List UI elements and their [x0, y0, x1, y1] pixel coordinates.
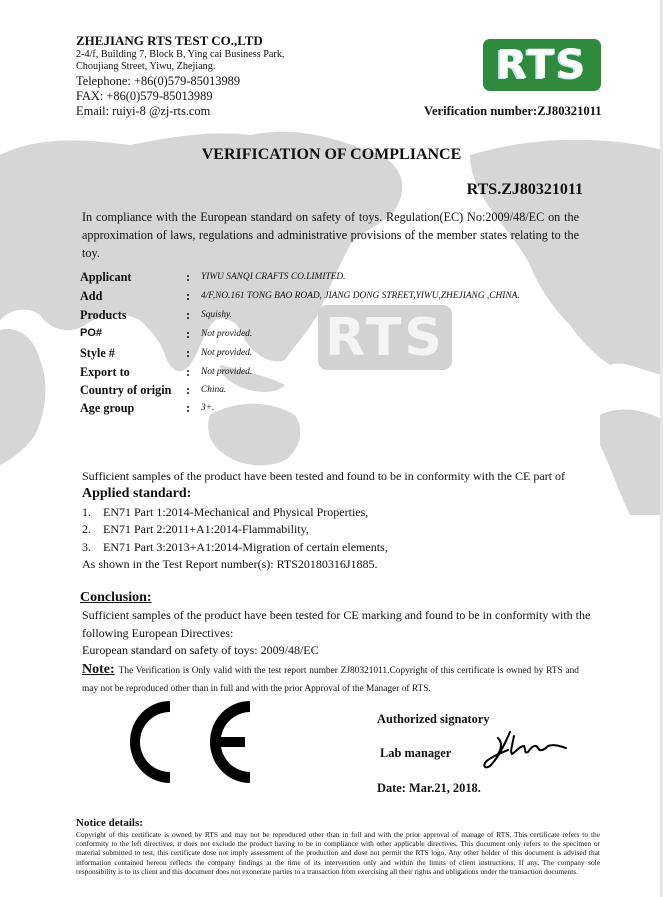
ce-letter-e — [210, 701, 250, 783]
company-email: Email: ruiyi-8 @zj-rts.com — [76, 104, 211, 118]
field-separator: : — [186, 401, 191, 415]
certificate-number: RTS.ZJ80321011 — [466, 181, 583, 198]
signature-date: Date: Mar.21, 2018. — [377, 781, 481, 795]
note-paragraph — [82, 661, 579, 698]
company-telephone: Telephone: +86(0)579-85013989 — [76, 74, 241, 88]
field-export-to — [80, 365, 600, 383]
field-age-group — [80, 401, 600, 419]
field-value: Squishy. — [201, 310, 232, 320]
field-separator: : — [186, 308, 191, 322]
field-value: YIWU SANQI CRAFTS CO.LIMITED. — [201, 272, 346, 282]
field-country-of-origin — [80, 383, 600, 401]
conformity-statement: Sufficient samples of the product have been tested and found to be in conformity with the CE part of — [82, 469, 565, 483]
field-label: Add — [80, 289, 103, 303]
field-label: Applicant — [80, 270, 132, 284]
company-fax: FAX: +86(0)579-85013989 — [76, 89, 213, 103]
item-number: 1. — [82, 505, 91, 519]
field-value: 4/F,NO.161 TONG BAO ROAD, JIANG DONG STREET,YIWU,ZHEJIANG ,CHINA. — [201, 291, 520, 301]
map-africa — [0, 329, 45, 465]
standard-item — [82, 540, 388, 555]
company-name: ZHEJIANG RTS TEST CO.,LTD — [76, 33, 263, 48]
map-south-america — [600, 410, 663, 515]
item-text: EN71 Part 2:2011+A1:2014-Flammability, — [103, 522, 309, 536]
standard-item — [82, 505, 368, 520]
ce-mark-icon — [112, 697, 252, 787]
field-separator: : — [186, 327, 191, 341]
item-text: EN71 Part 1:2014-Mechanical and Physical Properties, — [103, 505, 369, 519]
field-label: Style # — [80, 346, 115, 360]
standard-item — [82, 522, 309, 537]
field-label: Age group — [80, 401, 135, 415]
field-value: China. — [201, 385, 227, 395]
note-text: The Verification is Only valid with the test report number ZJ80321011.Copyright of this certificate is owned by RTS and may not be reproduced other than in full and with the prior Approval of the Manager of RTS. — [82, 666, 579, 694]
notice-heading: Notice details: — [76, 817, 143, 829]
address-line-1: 2-4/f, Building 7, Block B, Ying cai Business Park, — [76, 49, 285, 60]
company-address — [76, 49, 284, 73]
field-po — [80, 327, 600, 345]
handwritten-signature — [480, 728, 568, 772]
field-separator: : — [186, 289, 191, 303]
note-heading: Note: — [82, 662, 115, 677]
notice-text: Copyright of this certificate is owned by RTS and may not be reproduced other than in full and with the prior approval of manage of RTS, This certificate refers to the conformity to the left directives, it does not exclude the product having to be in compliance with other applicable directives, This document only refers to the specimen or material submitted to test, this certificate dose not imply assessment of the production and dose not permit the RTS logo, Any other holder of this document is advised that information contained hereon reflects the company findings at the time of its intervention only and within the limits of client instructions, If any, The company sole responsibility is to its client and this document does not exonerate parties to a transaction from exercising all their rights and obligations under the transaction documents. — [76, 830, 600, 876]
rts-logo: RTS — [483, 39, 601, 91]
field-separator: : — [186, 346, 191, 360]
field-address — [80, 289, 600, 307]
field-applicant — [80, 270, 600, 288]
verification-number: Verification number:ZJ80321011 — [424, 104, 602, 118]
field-separator: : — [186, 270, 191, 284]
item-number: 3. — [82, 540, 91, 554]
document-title: VERIFICATION OF COMPLIANCE — [201, 146, 462, 163]
item-number: 2. — [82, 522, 91, 536]
field-label: Export to — [80, 365, 130, 379]
rts-watermark-logo: RTS — [318, 305, 452, 370]
field-separator: : — [186, 365, 191, 379]
conclusion-line-3: European standard on safety of toys: 2009/48/EC — [82, 643, 319, 657]
field-products — [80, 308, 600, 326]
field-style — [80, 346, 600, 364]
conclusion-heading: Conclusion: — [80, 590, 152, 605]
field-label: Products — [80, 308, 127, 322]
test-report-line: As shown in the Test Report number(s): RTS20180316J1885. — [82, 557, 378, 571]
field-value: Not provided. — [201, 367, 253, 377]
field-separator: : — [186, 383, 191, 397]
applied-standard-heading: Applied standard: — [82, 486, 192, 501]
address-line-2: Choujiang Street, Yiwu, Zhejiang. — [76, 61, 216, 72]
lab-manager-label: Lab manager — [380, 746, 452, 760]
authorized-signatory-heading: Authorized signatory — [377, 712, 490, 726]
field-value: 3+. — [201, 403, 215, 413]
conclusion-line-2: following European Directives: — [82, 626, 234, 640]
intro-paragraph: In compliance with the European standard on safety of toys. Regulation(EC) No:2009/48/EC on the approximation of laws, regulations and administrative provisions of the member states relating to the toy. — [82, 210, 579, 260]
field-value: Not provided. — [201, 348, 253, 358]
field-label: PO# — [80, 327, 103, 339]
field-value: Not provided. — [201, 329, 253, 339]
conclusion-line-1: Sufficient samples of the product have been tested for CE marking and found to be in conformity with the — [82, 608, 591, 622]
item-text: EN71 Part 3:2013+A1:2014-Migration of certain elements, — [103, 540, 388, 554]
ce-letter-c — [130, 701, 170, 783]
field-label: Country of origin — [80, 383, 172, 397]
